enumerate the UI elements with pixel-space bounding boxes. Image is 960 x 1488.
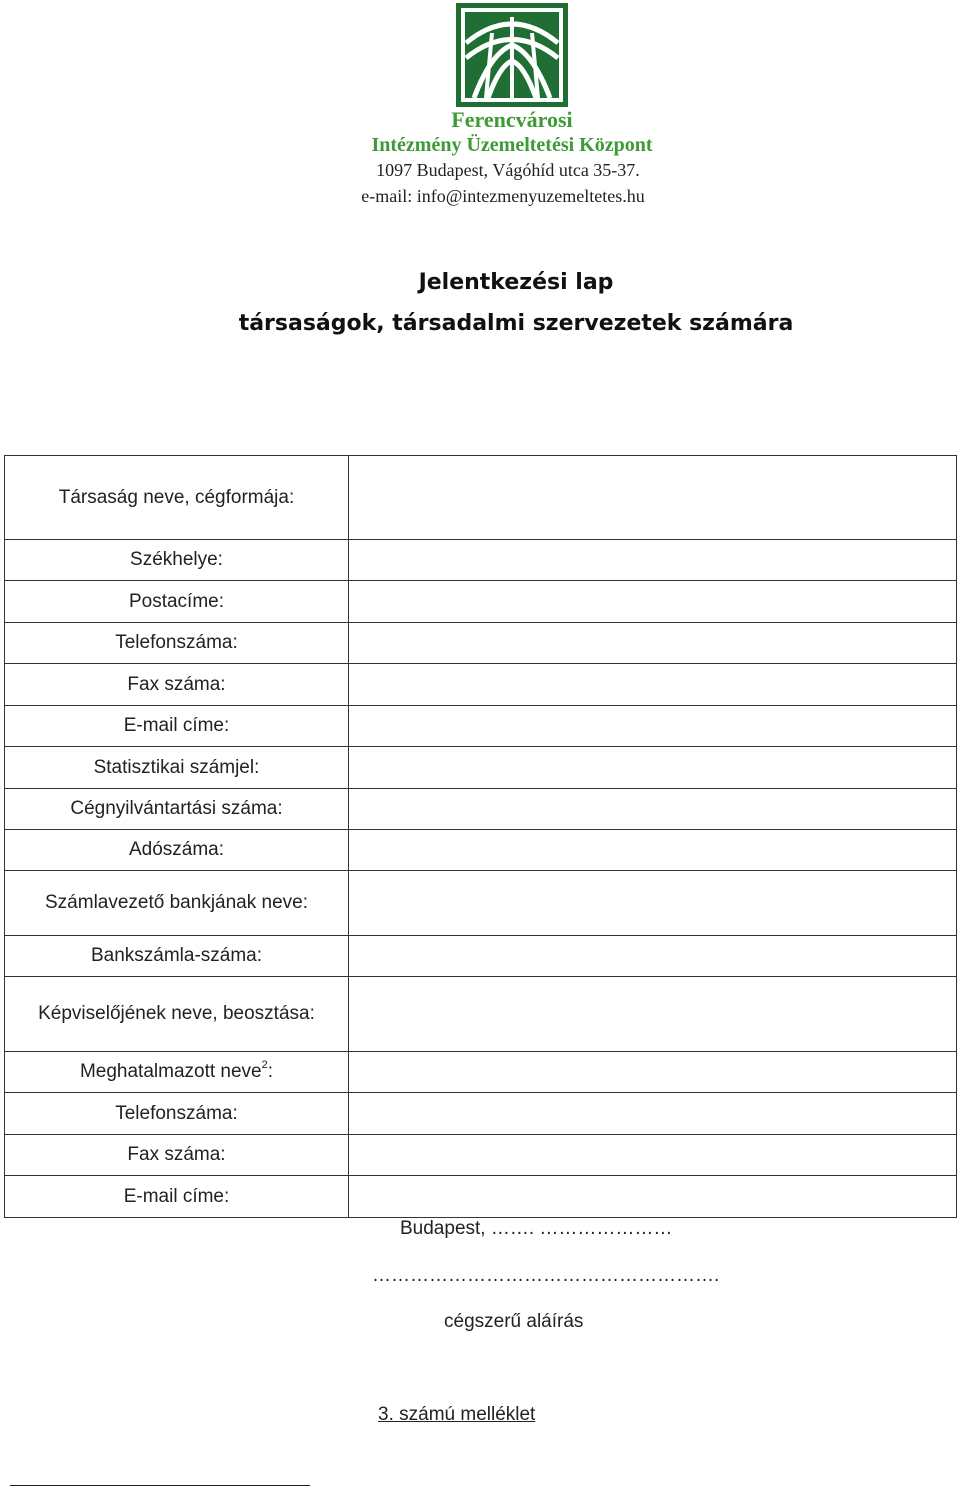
form-row bbox=[5, 1052, 957, 1093]
form-value-field[interactable] bbox=[349, 456, 957, 540]
signature-line: ………………………………………………. bbox=[372, 1265, 720, 1286]
form-value-field[interactable] bbox=[349, 830, 957, 871]
form-label: Székhelye: bbox=[5, 540, 349, 581]
form-value-field[interactable] bbox=[349, 871, 957, 936]
form-row bbox=[5, 1093, 957, 1135]
form-value-field[interactable] bbox=[349, 1176, 957, 1218]
org-name-line2: Intézmény Üzemeltetési Központ bbox=[371, 134, 653, 156]
form-value-field[interactable] bbox=[349, 1052, 957, 1093]
form-row bbox=[5, 540, 957, 581]
form-row bbox=[5, 623, 957, 664]
form-label-suffix: : bbox=[267, 1061, 274, 1082]
form-row bbox=[5, 456, 957, 540]
form-row bbox=[5, 830, 957, 871]
arch-gate-logo-icon bbox=[456, 3, 568, 107]
page-title: Jelentkezési lap bbox=[418, 270, 614, 295]
form-row bbox=[5, 789, 957, 830]
form-label: Postacíme: bbox=[5, 581, 349, 623]
signature-label: cégszerű aláírás bbox=[444, 1311, 584, 1332]
form-label: Társaság neve, cégformája: bbox=[5, 456, 349, 540]
form-value-field[interactable] bbox=[349, 581, 957, 623]
form-value-field[interactable] bbox=[349, 623, 957, 664]
form-value-field[interactable] bbox=[349, 540, 957, 581]
form-label: Fax száma: bbox=[5, 1135, 349, 1176]
form-label: E-mail címe: bbox=[5, 706, 349, 747]
form-label: Adószáma: bbox=[5, 830, 349, 871]
form-row bbox=[5, 871, 957, 936]
form-label: Fax száma: bbox=[5, 664, 349, 706]
form-value-field[interactable] bbox=[349, 747, 957, 789]
page-subtitle: társaságok, társadalmi szervezetek számára bbox=[238, 311, 794, 336]
annex-label: 3. számú melléklet bbox=[378, 1404, 536, 1425]
form-label: Telefonszáma: bbox=[5, 623, 349, 664]
form-value-field[interactable] bbox=[349, 1135, 957, 1176]
form-row bbox=[5, 1135, 957, 1176]
form-value-field[interactable] bbox=[349, 706, 957, 747]
form-label-text: Meghatalmazott neve bbox=[79, 1061, 262, 1082]
form-label: Cégnyilvántartási száma: bbox=[5, 789, 349, 830]
form-label: Telefonszáma: bbox=[5, 1093, 349, 1135]
application-form-table bbox=[4, 455, 957, 1218]
form-row bbox=[5, 977, 957, 1052]
form-value-field[interactable] bbox=[349, 664, 957, 706]
form-value-field[interactable] bbox=[349, 936, 957, 977]
footnote-marker: 2 bbox=[261, 1059, 268, 1071]
org-name-line1: Ferencvárosi bbox=[451, 107, 573, 132]
place-date-line: Budapest, ……. ………………… bbox=[400, 1218, 673, 1239]
form-label: Statisztikai számjel: bbox=[5, 747, 349, 789]
form-label bbox=[5, 1052, 349, 1093]
form-row bbox=[5, 581, 957, 623]
form-label: Képviselőjének neve, beosztása: bbox=[5, 977, 349, 1052]
org-email: e-mail: info@intezmenyuzemeltetes.hu bbox=[361, 186, 645, 206]
form-value-field[interactable] bbox=[349, 1093, 957, 1135]
form-row bbox=[5, 664, 957, 706]
form-label: E-mail címe: bbox=[5, 1176, 349, 1218]
form-value-field[interactable] bbox=[349, 789, 957, 830]
form-value-field[interactable] bbox=[349, 977, 957, 1052]
form-row bbox=[5, 747, 957, 789]
form-label: Bankszámla-száma: bbox=[5, 936, 349, 977]
form-row bbox=[5, 706, 957, 747]
form-row bbox=[5, 1176, 957, 1218]
org-address: 1097 Budapest, Vágóhíd utca 35-37. bbox=[376, 160, 640, 180]
form-row bbox=[5, 936, 957, 977]
footnote-separator bbox=[10, 1485, 310, 1486]
form-label: Számlavezető bankjának neve: bbox=[5, 871, 349, 936]
